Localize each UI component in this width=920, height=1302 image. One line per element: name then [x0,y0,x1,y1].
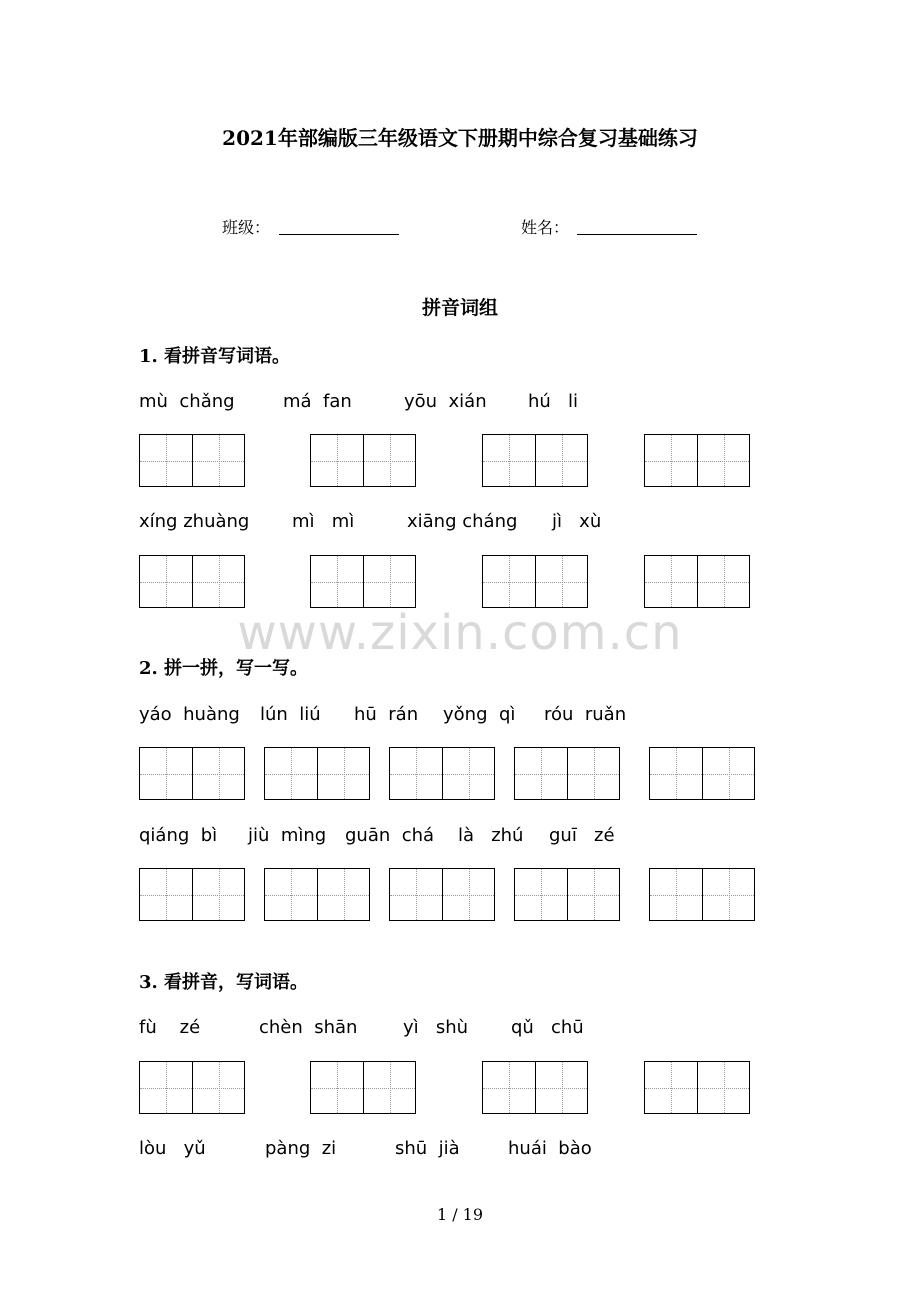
writing-grid[interactable] [644,555,750,608]
pinyin-item: là zhú [458,825,524,846]
pinyin-item: róu ruǎn [544,704,627,725]
pinyin-item: hū rán [354,704,419,725]
pinyin-item: lòu yǔ [139,1138,206,1159]
writing-grid[interactable] [644,1061,750,1114]
name-label: 姓名： [521,218,570,237]
pinyin-item: lún liú [260,704,321,725]
writing-grid[interactable] [482,555,588,608]
class-field[interactable] [222,215,270,238]
pinyin-item: mù chǎng [139,391,235,412]
writing-grid[interactable] [310,434,416,487]
question-3: 3. 看拼音，写词语。 [139,972,309,993]
pinyin-item: qǔ chū [511,1017,584,1038]
question-1: 1. 看拼音写词语。 [139,346,291,367]
question-2: 2. 拼一拼，写一写。 [139,658,309,679]
pinyin-item: yōu xián [404,391,487,412]
writing-grid[interactable] [139,555,245,608]
pinyin-item: xíng zhuàng [139,511,250,532]
pinyin-item: fù zé [139,1017,201,1038]
watermark: www.zixin.com.cn [237,605,683,661]
writing-grid[interactable] [389,747,495,800]
name-field[interactable] [521,215,569,238]
pinyin-item: qiáng bì [139,825,218,846]
writing-grid[interactable] [139,434,245,487]
pinyin-item: mì mì [292,511,355,532]
pinyin-item: má fan [283,391,352,412]
writing-grid[interactable] [644,434,750,487]
writing-grid[interactable] [482,434,588,487]
writing-grid[interactable] [649,747,755,800]
document-title: 2021年部编版三年级语文下册期中综合复习基础练习 [222,126,698,150]
writing-grid[interactable] [139,747,245,800]
pinyin-item: yáo huàng [139,704,240,725]
pinyin-item: xiāng cháng [407,511,518,532]
writing-grid[interactable] [264,747,370,800]
pinyin-item: yǒng qì [443,704,516,725]
pinyin-item: shū jià [395,1138,460,1159]
pinyin-item: jiù mìng [248,825,327,846]
section-title: 拼音词组 [421,297,498,319]
pinyin-item: hú li [528,391,578,412]
pinyin-item: yì shù [403,1017,469,1038]
name-blank-line[interactable] [577,234,697,235]
writing-grid[interactable] [482,1061,588,1114]
pinyin-item: jì xù [552,511,602,532]
class-blank-line[interactable] [279,234,399,235]
writing-grid[interactable] [389,868,495,921]
writing-grid[interactable] [139,868,245,921]
writing-grid[interactable] [310,555,416,608]
pinyin-item: chèn shān [259,1017,358,1038]
writing-grid[interactable] [264,868,370,921]
writing-grid[interactable] [310,1061,416,1114]
pinyin-item: huái bào [508,1138,592,1159]
writing-grid[interactable] [514,747,620,800]
pinyin-item: guī zé [549,825,615,846]
pinyin-item: pàng zi [265,1138,337,1159]
class-label: 班级： [222,218,271,237]
writing-grid[interactable] [514,868,620,921]
writing-grid[interactable] [649,868,755,921]
page-number: 1 / 19 [436,1205,484,1224]
writing-grid[interactable] [139,1061,245,1114]
pinyin-item: guān chá [345,825,435,846]
